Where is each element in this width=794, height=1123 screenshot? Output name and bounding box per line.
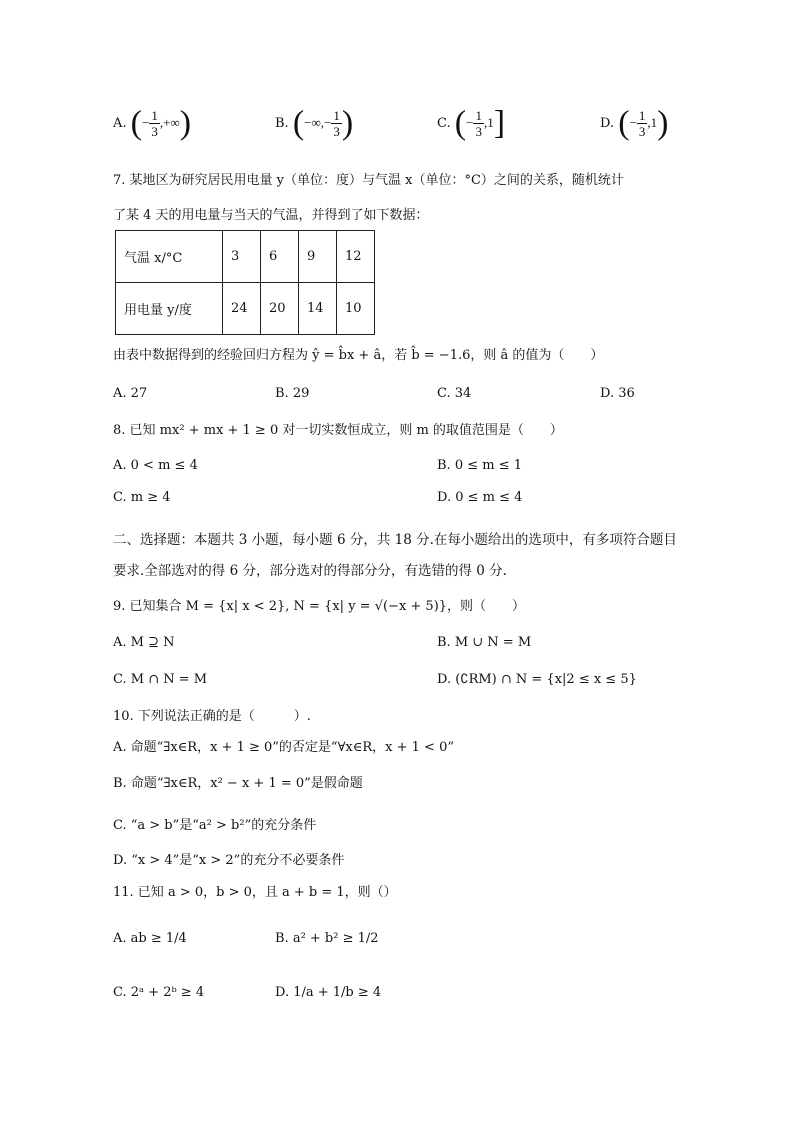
- q7-stem-line1: 7. 某地区为研究居民用电量 y（单位：度）与气温 x（单位：°C）之间的关系，随机统计: [113, 173, 624, 188]
- q6-option-a-label: A.: [113, 116, 127, 131]
- table-header-temperature: 气温 x/°C: [116, 231, 223, 283]
- q6-option-c-label: C.: [437, 116, 451, 131]
- section2-instructions-line2: 要求.全部选对的得 6 分，部分选对的得部分分，有选错的得 0 分.: [113, 563, 507, 579]
- q8-stem: 8. 已知 mx² + mx + 1 ≥ 0 对一切实数恒成立，则 m 的取值范围是（ ）: [113, 423, 563, 438]
- table-cell: 3: [223, 231, 261, 283]
- table-cell: 20: [261, 283, 299, 335]
- q6-option-b[interactable]: B. (−∞,− $\frac{1}{3}$ ): [275, 104, 354, 142]
- q10-option-d[interactable]: D. “x > 4”是“x > 2”的充分不必要条件: [113, 853, 345, 868]
- table-cell: 9: [299, 231, 337, 283]
- q9-option-d[interactable]: D. (∁RM) ∩ N = {x|2 ≤ x ≤ 5}: [437, 672, 637, 687]
- q7-question: 由表中数据得到的经验回归方程为 ŷ = b̂x + â，若 b̂ = −1.6，则 â 的值为（ ）: [113, 348, 604, 363]
- q11-option-d[interactable]: D. 1/a + 1/b ≥ 4: [275, 985, 382, 1000]
- q8-option-d[interactable]: D. 0 ≤ m ≤ 4: [437, 490, 523, 505]
- q6-option-a[interactable]: A. (− $\frac{1}{3}$ ,+∞): [113, 104, 192, 142]
- q6-option-d[interactable]: D. (− $\frac{1}{3}$ ,1): [600, 104, 669, 142]
- table-cell: 24: [223, 283, 261, 335]
- q7-option-b[interactable]: B. 29: [275, 386, 310, 401]
- q8-option-a[interactable]: A. 0 < m ≤ 4: [113, 458, 198, 473]
- q7-option-a[interactable]: A. 27: [113, 386, 148, 401]
- q7-option-c[interactable]: C. 34: [437, 386, 472, 401]
- q6-option-d-label: D.: [600, 116, 615, 131]
- table-row: [116, 283, 375, 335]
- q9-option-b[interactable]: B. M ∪ N = M: [437, 635, 532, 650]
- q6-option-c[interactable]: C. (− $\frac{1}{3}$ ,1]: [437, 104, 506, 142]
- q9-stem: 9. 已知集合 M = {x| x < 2}, N = {x| y = √(−x + 5)}，则（ ）: [113, 599, 526, 614]
- q9-option-c[interactable]: C. M ∩ N = M: [113, 672, 208, 687]
- q7-data-table: [115, 230, 375, 335]
- q10-option-c[interactable]: C. “a > b”是“a² > b²”的充分条件: [113, 818, 317, 833]
- q8-option-b[interactable]: B. 0 ≤ m ≤ 1: [437, 458, 523, 473]
- q7-stem-line2: 了某 4 天的用电量与当天的气温，并得到了如下数据：: [113, 208, 429, 223]
- table-row: [116, 231, 375, 283]
- table-cell: 6: [261, 231, 299, 283]
- q10-option-a[interactable]: A. 命题“∃x∈R，x + 1 ≥ 0”的否定是“∀x∈R，x + 1 < 0”: [113, 740, 454, 755]
- q11-stem: 11. 已知 a > 0，b > 0，且 a + b = 1，则（）: [113, 885, 397, 900]
- table-header-electricity: 用电量 y/度: [116, 283, 223, 335]
- table-cell: 14: [299, 283, 337, 335]
- section2-instructions-line1: 二、选择题：本题共 3 小题，每小题 6 分，共 18 分.在每小题给出的选项中，有多项符合题目: [113, 532, 677, 548]
- q8-option-c[interactable]: C. m ≥ 4: [113, 490, 171, 505]
- q10-stem: 10. 下列说法正确的是（ ）.: [113, 709, 311, 724]
- q9-option-a[interactable]: A. M ⊇ N: [113, 635, 175, 650]
- q10-option-b[interactable]: B. 命题“∃x∈R，x² − x + 1 = 0”是假命题: [113, 776, 363, 791]
- q7-option-d[interactable]: D. 36: [600, 386, 635, 401]
- q11-option-b[interactable]: B. a² + b² ≥ 1/2: [275, 931, 379, 946]
- q11-option-a[interactable]: A. ab ≥ 1/4: [113, 931, 187, 946]
- q11-option-c[interactable]: C. 2ᵃ + 2ᵇ ≥ 4: [113, 985, 205, 1000]
- table-cell: 12: [337, 231, 375, 283]
- table-cell: 10: [337, 283, 375, 335]
- q6-option-b-label: B.: [275, 116, 289, 131]
